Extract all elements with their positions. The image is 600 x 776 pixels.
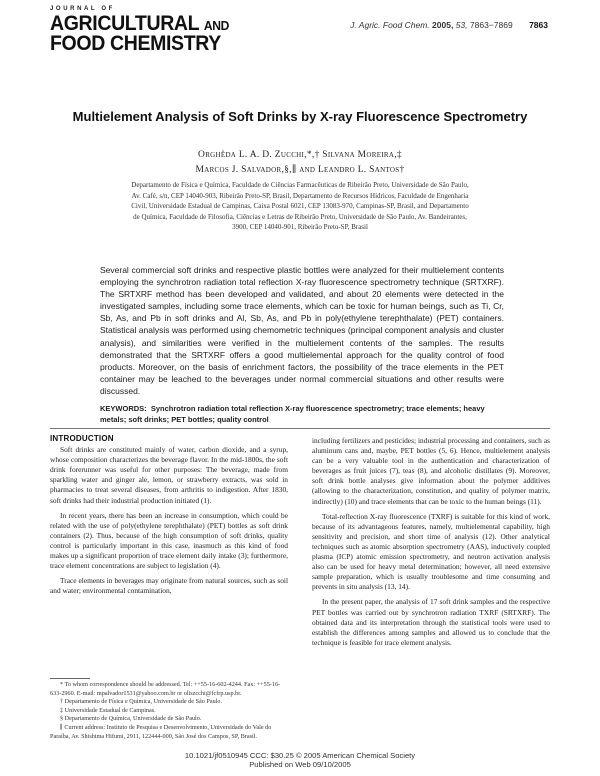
footnote-divider: [50, 678, 90, 679]
citation-year: 2005,: [432, 20, 454, 30]
left-column: [50, 434, 288, 601]
footnote: † Departamento de Física e Química, Universidade de São Paulo.: [60, 698, 223, 706]
citation-pages: 7863−7869: [469, 20, 513, 30]
journal-citation: [350, 20, 548, 30]
keywords: [100, 404, 504, 425]
citation-volume: 53,: [455, 20, 468, 30]
footnotes: [50, 681, 288, 741]
paragraph: In recent years, there has been an increase in consumption, which could be related with the use of poly(ethylene terephthalate) (PET) bottles as soft drink containers (2). Thus, because of the high consumption of soft drinks, quality control is particularly important in this case, inasmuch as this kind of food makes up a significant proportion of trace element daily intake (3); furthermore, trace element concentrations are subject to legislation (4).: [50, 510, 288, 571]
page-number: 7863: [529, 20, 548, 30]
affiliations: Departamento de Física e Química, Faculdade de Ciências Farmacêuticas de Ribeirão Preto, Universidade de São Paulo, Av. Café, s/n, CEP 14040-903, Ribeirão Preto-SP, Brasil, Departamento de Recursos Hídricos, Faculdade de Engenharia Civil, Universidade Estadual de Campinas, Caixa Postal 6021, CEP 13083-970, Campinas-SP, Brasil, and Departamento de Química, Faculdade de Filosofia, Ciências e Letras de Ribeirão Preto, Universidade de São Paulo, Av. Bandeirantes, 3900, CEP 14040-901, Ribeirão Preto-SP, Brasil: [131, 181, 469, 232]
authors-line-2: Marcos J. Salvador,§,∥ and Leandro L. Santos†: [195, 165, 405, 175]
journal-logo-line3: FOOD CHEMISTRY: [50, 32, 221, 55]
abstract: Several commercial soft drinks and respective plastic bottles were analyzed for their multielement contents employing the synchrotron radiation total reflection X-ray fluorescence spectrometry technique (SRTXRF). The SRTXRF method has been developed and validated, and about 20 elements were detected in the investigated samples, including some trace elements, which can be toxic for human beings, such as Ti, Cr, Sb, As, and Pb in soft drinks and Al, Sb, As, and Pb in poly(ethylene terephthalate) (PET) containers. Statistical analysis was performed using chemometric techniques (principal component analysis and cluster analysis), and similarities were verified in the multielement contents of the samples. The results demonstrated that the SRTXRF offers a good multielemental approach for the quality control of food products. Moreover, on the basis of enrichment factors, the possibility of the trace elements in the PET container may be leached to the beverages under normal commercial situations and other results were discussed.: [100, 265, 504, 396]
keywords-label: KEYWORDS:: [100, 404, 147, 413]
section-divider: [50, 428, 550, 429]
article-title: Multielement Analysis of Soft Drinks by X-ray Fluorescence Spectrometry: [72, 109, 528, 124]
introduction-heading: INTRODUCTION: [50, 434, 114, 443]
footnote: * To whom correspondence should be addressed. Tel: ++55-16-602-4244. Fax: ++55-16-633-2960. E-mail: mpalvador1531@yahoo.com.br or oliszcchi@fcfrp.usp.br.: [50, 681, 281, 697]
published-line: Published on Web 09/10/2005: [249, 760, 351, 770]
journal-logo-line2: AGRICULTURAL AND: [50, 12, 230, 35]
footnote: ∥ Current address: Instituto de Pesquisa e Desenvolvimento, Universidade do Vale do Paraíba, Av. Shishima Hifumi, 2911, 122444-000, São José dos Campos, SP, Brasil.: [50, 723, 272, 740]
footnote: § Departamento de Química, Universidade de São Paulo.: [60, 715, 202, 723]
journal-logo: [50, 6, 250, 54]
paragraph: Total-reflection X-ray fluorescence (TXRF) is suitable for this kind of work, because of its advantageous features, namely, multielemental capability, high sensitivity and precision, and short time of analysis (12). Other analytical techniques such as atomic absorption spectrometry (AAS), inductively coupled plasma (ICP) atomic emission spectrometry, and neutron activation analysis also can be used for heavy metal determination; however, all need extensive sample preparation, which is usually troublesome and time consuming and prevents in situ analysis (13, 14).: [312, 511, 550, 592]
doi-line: 10.1021/jf0510945 CCC: $30.25 © 2005 American Chemical Society: [184, 751, 416, 760]
footnote: ‡ Universidade Estadual de Campinas.: [60, 706, 156, 714]
paragraph: Soft drinks are constituted mainly of water, carbon dioxide, and a syrup, whose composition characterizes the beverage flavor. In the mid-1800s, the soft drink forerunner was useful for other purposes: The beverage, made from sparkling water and ginger ale, lemon, or strawberry extracts, was sold in pharmacies to treat several diseases, from arthritis to indigestion. After 1830, soft drinks had their industrial production initiated (1).: [50, 445, 288, 505]
journal-logo-line1: JOURNAL OF: [50, 6, 115, 12]
page-footer: [100, 751, 500, 770]
paragraph: including fertilizers and pesticides; industrial processing and containers, such as aluminum cans and, maybe, PET bottles (5, 6). Hence, multielement analysis can be a very valuable tool in the authentication and characterization of beverages as fruit juices (7), teas (8), and alcoholic distillates (9). Moreover, soft drink bottle analyses give information about the polymer additives (allowing to the characterization, constitution, and quality of polymer matrix, indirectly) (10) and trace elements that can be toxic to the human beings (11).: [312, 436, 550, 506]
keywords-text: Synchrotron radiation total reflection X-ray fluorescence spectrometry; trace elements; heavy metals; soft drinks; PET bottles; quality control: [100, 404, 485, 424]
right-column: [312, 436, 550, 653]
paragraph: Trace elements in beverages may originate from natural sources, such as soil and water; environmental contamination,: [50, 576, 288, 596]
citation-journal: J. Agric. Food Chem.: [350, 20, 430, 30]
authors-line-1: Orghêda L. A. D. Zucchi,*,† Silvana Moreira,‡: [198, 150, 402, 160]
paragraph: In the present paper, the analysis of 17 soft drink samples and the respective PET bottles was carried out by synchrotron radiation TXRF (SRTXRF). The obtained data and its interpretation through the statistical tools were used to establish the differences among samples and allowed us to conclude that the technique is feasible for trace element analysis.: [312, 597, 550, 647]
